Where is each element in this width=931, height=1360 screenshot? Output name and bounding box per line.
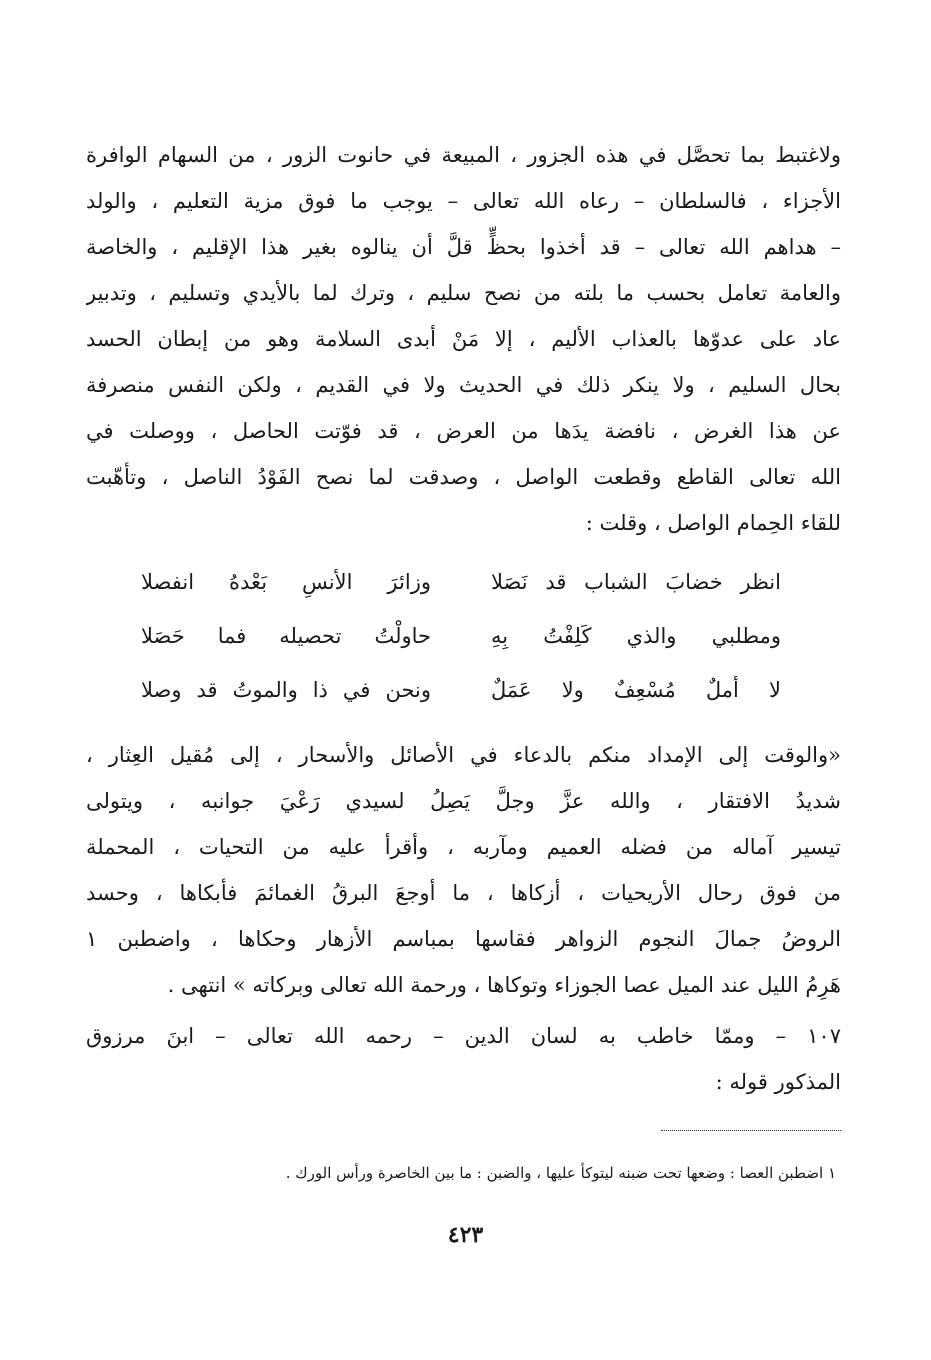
text-line: والعامة تعامل بحسب ما بلته من نصح سليم ، وترك لما بالأيدي وتسليم ، وتدبير — [86, 281, 841, 305]
text-line: بحال السليم ، ولا ينكر ذلك في الحديث ولا في القديم ، ولكن النفس منصرفة — [86, 373, 841, 397]
text-line: الأجزاء ، فالسلطان – رعاه الله تعالى – يوجب ما فوق مزية التعليم ، والولد — [86, 189, 841, 213]
text-line: للقاء الحِمام الواصل ، وقلت : — [585, 511, 841, 535]
text-line: المذكور قوله : — [715, 1070, 841, 1094]
poem-verse — [141, 663, 781, 717]
text-line: هَرِمُ الليل عند الميل عصا الجوزاء وتوكاها ، ورحمة الله تعالى وبركاته » انتهى . — [167, 973, 841, 997]
footnote-separator — [661, 1130, 841, 1131]
text-line: «والوقت إلى الإمداد منكم بالدعاء في الأصائل والأسحار ، إلى مُقيل العِثار ، — [86, 743, 841, 767]
poem — [141, 555, 781, 717]
text-line: ولاغتبط بما تحصَّل في هذه الجزور ، المبيعة في حانوت الزور ، من السهام الوافرة — [86, 143, 841, 167]
text-line: الله تعالى القاطع وقطعت الواصل ، وصدقت لما نصح الفَوْدُ الناصل ، وتأهّبت — [86, 465, 841, 489]
text-line: عاد على عدوّها بالعذاب الأليم ، إلا مَنْ أبدى السلامة وهو من إبطان الحسد — [86, 327, 841, 351]
verse-first-hemistich: انظر خضابَ الشباب قد نَصَلا — [491, 570, 781, 594]
text-line: – هداهم الله تعالى – قد أخذوا بحظٍّ قلَّ أن ينالوه بغير هذا الإقليم ، والخاصة — [86, 235, 841, 259]
verse-second-hemistich: ونحن في ذا والموتُ قد وصلا — [141, 678, 431, 702]
text-line: ١٠٧ – وممّا خاطب به لسان الدين – رحمه الله تعالى – ابنَ مرزوق — [86, 1024, 841, 1048]
text-line: عن هذا الغرض ، نافضة يدَها من العرض ، قد فوّتت الحاصل ، ووصلت في — [86, 419, 841, 443]
text-line: الروضُ جمالَ النجوم الزواهر فقاسها بمباسم الأزهار وحكاها ، واضطبن ١ — [86, 927, 841, 951]
verse-first-hemistich: لا أملٌ مُسْعِفٌ ولا عَمَلٌ — [491, 678, 781, 702]
text-line: شديدُ الافتقار ، والله عزَّ وجلَّ يَصِلُ لسيدي رَعْيَ جوانبه ، ويتولى — [86, 789, 841, 813]
footnote: ١ اضطبن العصا : وضعها تحت ضبنه ليتوكأ عليها ، والضبن : ما بين الخاصرة ورأس الورك . — [285, 1164, 836, 1182]
text-line: تيسير آماله من فضله العميم ومآربه ، وأقرأ عليه من التحيات ، المحملة — [86, 835, 841, 859]
poem-verse — [141, 555, 781, 609]
page-number: ٤٢٣ — [447, 1222, 484, 1248]
paragraph-letter-quote — [86, 732, 841, 1008]
text-line: من فوق رحال الأريحيات ، أزكاها ، ما أوجعَ البرقُ الغمائمَ فأبكاها ، وحسد — [86, 881, 841, 905]
paragraph-opening — [86, 132, 841, 546]
verse-second-hemistich: حاولْتُ تحصيله فما حَصَلا — [141, 624, 431, 648]
paragraph-section-107 — [86, 1013, 841, 1105]
poem-verse — [141, 609, 781, 663]
verse-second-hemistich: وزائرَ الأنسِ بَعْدهُ انفصلا — [141, 570, 431, 594]
verse-first-hemistich: ومطلبي والذي كَلِفْتُ بِهِ — [491, 624, 781, 648]
